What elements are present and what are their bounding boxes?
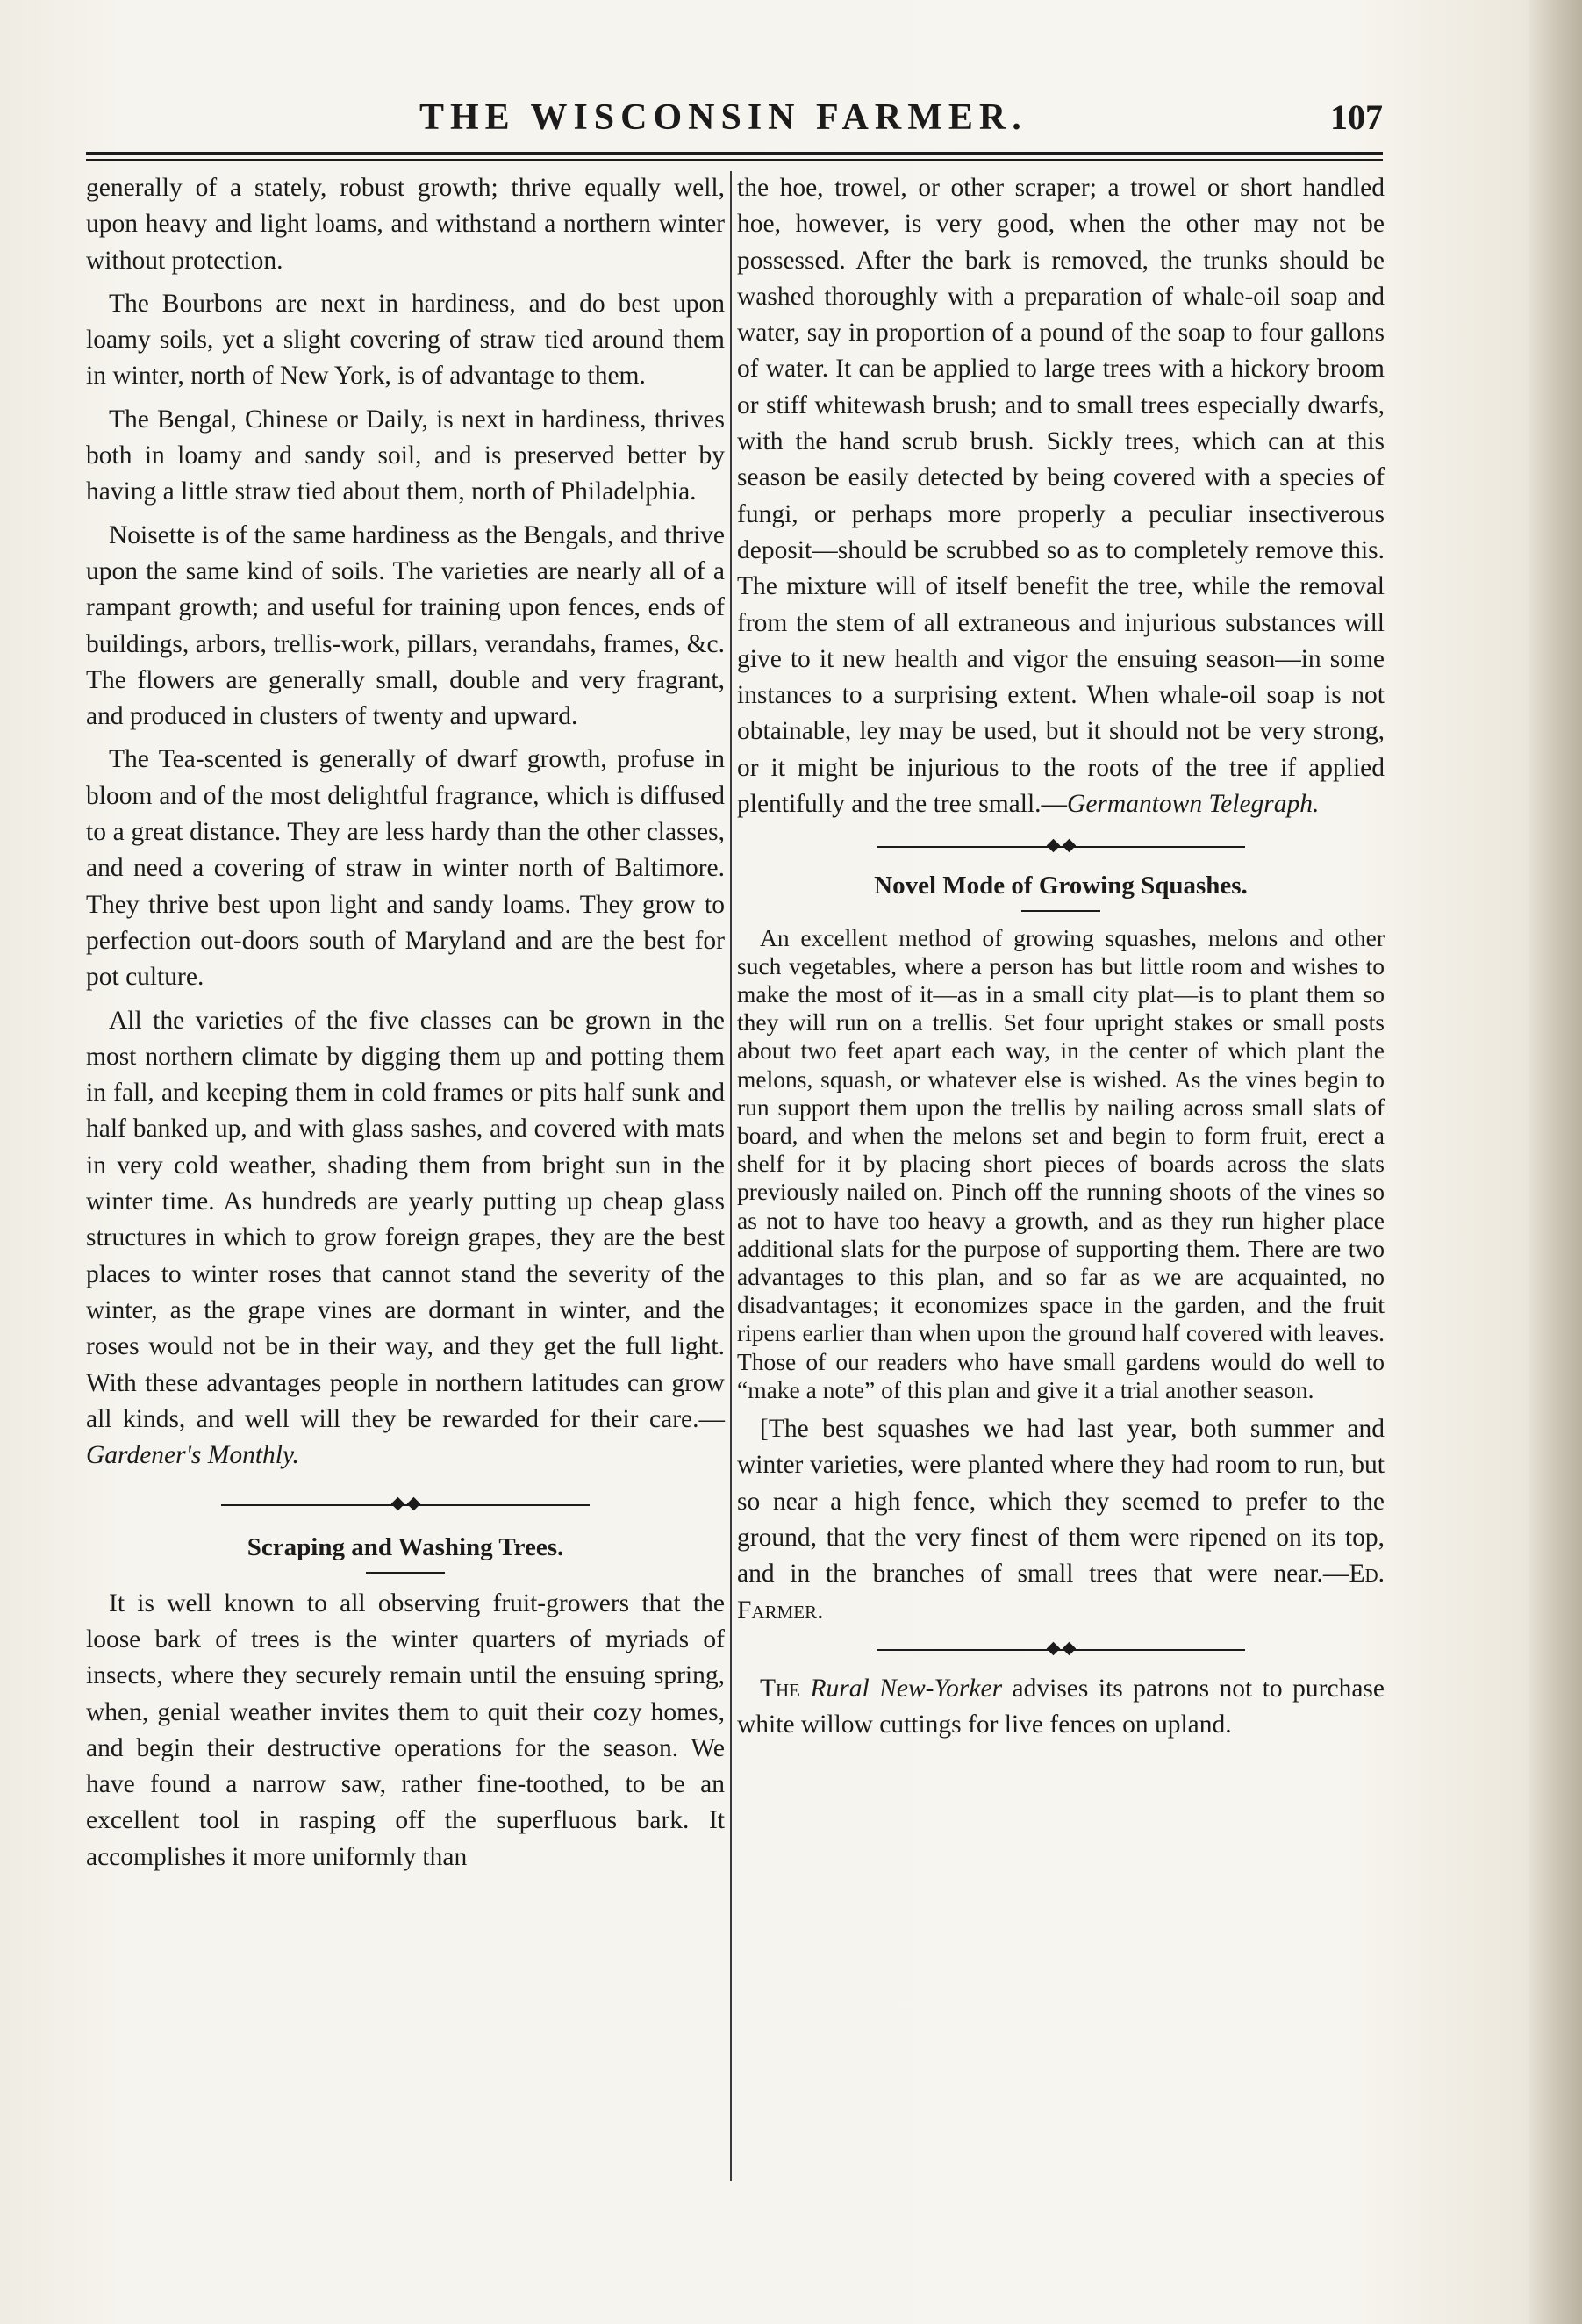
header-rule-thin [86, 159, 1383, 161]
source-ed-farmer: Ed. Farmer. [737, 1560, 1385, 1625]
page-header [86, 97, 1383, 149]
page-gutter-edge [1529, 0, 1582, 2324]
paragraph-bengal: The Bengal, Chinese or Daily, is next in hardiness, thrives both in loamy and sandy soil, and is preserved better by having a little straw tied about them, north of Philadelphia. [86, 405, 725, 506]
section-divider-ornament [877, 1641, 1245, 1659]
source-germantown-telegraph: Germantown Telegraph. [1067, 790, 1320, 819]
small-type-block [737, 924, 1385, 1404]
paragraph-editor-note [737, 1411, 1385, 1629]
heading-underline [1021, 910, 1100, 912]
section-divider-ornament [221, 1496, 590, 1514]
paragraph-rural-new-yorker-text: advises its patrons not to purchase white willow cuttings for live fences on upland. [737, 1674, 1385, 1739]
right-column [737, 170, 1385, 1743]
paragraph-squashes: An excellent method of growing squashes, melons and other such vegetables, where a person has but little room and wishes to make the most of it—as in a small city plat—is to plant them so they will run on a trellis. Set four upright stakes or small posts about two feet apart each way, in the center of which plant the melons, squash, or whatever else is wished. As the vines begin to run support them upon the trellis by nailing across small slats of board, and when the melons set and begin to form fruit, erect a shelf for it by placing short pieces of boards across the slats previously nailed on. Pinch off the running shoots of the vines so as not to have too heavy a growth, and as they run higher place additional slats for the purpose of supporting them. There are two advantages to this plan, and so far as we are acquainted, no disadvantages; it economizes space in the garden, and the fruit ripens earlier than when upon the ground half covered with leaves. Those of our readers who have small gardens would do well to “make a note” of this plan and give it a trial another season. [737, 923, 1385, 1403]
heading-scraping-trees: Scraping and Washing Trees. [247, 1533, 564, 1562]
paragraph-all-varieties [86, 1003, 725, 1474]
paragraph-editor-note-text: [The best squashes we had last year, both summer and winter varieties, were planted where they had room to run, but so near a high fence, which they seemed to prefer to the ground, that the very finest of them were ripened on its top, and in the branches of small trees that were near.— [737, 1415, 1385, 1589]
lead-word: The [760, 1674, 801, 1703]
paragraph-tea-scented: The Tea-scented is generally of dwarf growth, profuse in bloom and of the most delightful fragrance, which is diffused to a great distance. They are less hardy than the other classes, and need a covering of straw in winter north of Baltimore. They thrive best upon light and sandy loams. They grow to perfection out-doors south of Maryland and are the best for pot culture. [86, 745, 725, 992]
source-gardeners-monthly: Gardener's Monthly. [86, 1441, 299, 1470]
section-divider-ornament [877, 838, 1245, 856]
paragraph-bourbons: The Bourbons are next in hardiness, and do best upon loamy soils, yet a slight covering of straw tied around them in winter, north of New York, is of advantage to them. [86, 289, 725, 391]
paragraph-all-varieties-text: All the varieties of the five classes can be grown in the most northern climate by digging them up and potting them in fall, and keeping them in cold frames or pits half sunk and half banked up, and with glass sashes, and covered with mats in very cold weather, shading them from bright sun in the winter time. As hundreds are yearly putting up cheap glass structures in which to grow foreign grapes, they are the best places to winter roses that cannot stand the severity of the winter, as the grape vines are dormant in winter, and the roses would not be in their way, and they get the full light. With these advantages people in northern latitudes can grow all kinds, and well will they be rewarded for their care.— [86, 1006, 725, 1433]
publication-title: Rural New-Yorker [810, 1674, 1003, 1703]
paragraph-continued: generally of a stately, robust growth; thrive equally well, upon heavy and light loams, and withstand a northern winter without protection. [86, 174, 725, 275]
paragraph-scraping: It is well known to all observing fruit-growers that the loose bark of trees is the winter quarters of myriads of insects, where they securely remain until the ensuing spring, when, genial weather invites them to quit their cozy homes, and begin their destructive operations for the season. We have found a narrow saw, rather fine-toothed, to be an excellent tool in rasping off the superfluous bark. It accomplishes it more uniformly than [86, 1589, 725, 1871]
paragraph-noisette: Noisette is of the same hardiness as the Bengals, and thrive upon the same kind of soils. The varieties are nearly all of a rampant growth; and useful for training upon fences, ends of buildings, arbors, trellis-work, pillars, verandahs, frames, &c. The flowers are generally small, double and very fragrant, and produced in clusters of twenty and upward. [86, 520, 725, 731]
page-number: 107 [1330, 97, 1383, 137]
paragraph-scraping-continued [737, 170, 1385, 822]
heading-underline [366, 1572, 445, 1574]
column-divider [730, 171, 732, 2181]
paragraph-rural-new-yorker [737, 1671, 1385, 1744]
running-title: THE WISCONSIN FARMER. [419, 97, 1027, 138]
paragraph-scraping-continued-text: the hoe, trowel, or other scraper; a trowel or short handled hoe, however, is very good, when the other may not be possessed. After the bark is removed, the trunks should be washed thoroughly with a preparation of whale-oil soap and water, say in proportion of a pound of the soap to four gallons of water. It can be applied to large trees with a hickory broom or stiff whitewash brush; and to small trees especially dwarfs, with the hand scrub brush. Sickly trees, which can at this season be easily detected by being covered with a species of fungi, or perhaps more properly a peculiar insectiverous deposit—should be scrubbed so as to completely remove this. The mixture will of itself benefit the tree, while the removal from the stem of all extraneous and injurious substances will give to it new health and vigor the ensuing season—in some instances to a surprising extent. When whale-oil soap is not obtainable, ley may be used, but it should not be very strong, or it might be injurious to the roots of the tree if applied plentifully and the tree small.— [737, 174, 1385, 819]
header-rule-thick [86, 152, 1383, 155]
left-column [86, 170, 725, 1876]
heading-novel-mode-squashes: Novel Mode of Growing Squashes. [874, 872, 1248, 900]
